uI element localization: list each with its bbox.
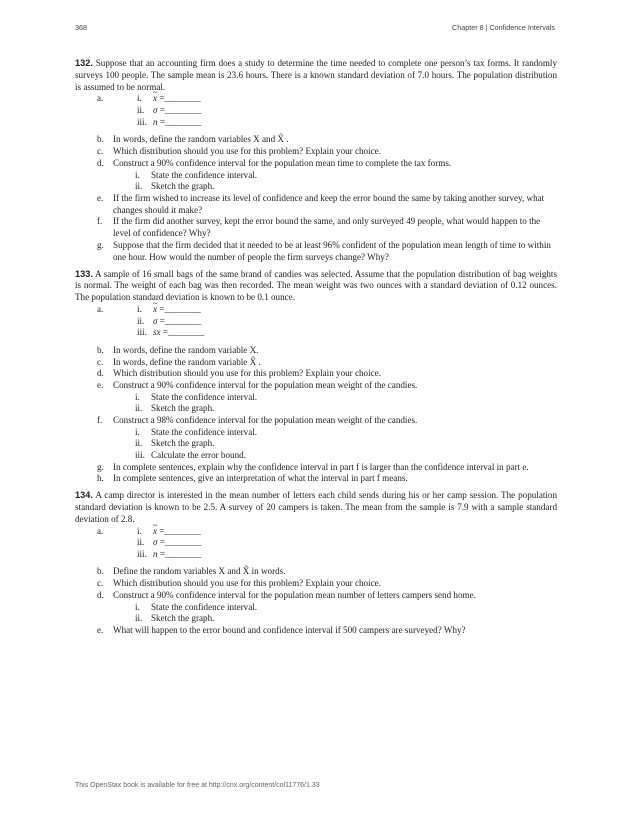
part-text: Which distribution should you use for this problem? Explain your choice. [113, 368, 381, 379]
part-text: In words, define the random variable X̃ . [113, 356, 261, 367]
subitem-label: iii. [137, 327, 147, 338]
part-label: b. [97, 344, 104, 355]
problem-134 [75, 490, 557, 637]
answer-blank: =________ [159, 537, 202, 548]
symbol: σ [153, 537, 158, 548]
subitem [75, 316, 557, 328]
subitem-row [113, 427, 557, 439]
problem-statement [75, 58, 557, 93]
part-text: In words, define the random variable X. [113, 344, 259, 355]
subitem-row [113, 450, 557, 462]
part-c [75, 146, 557, 158]
part-text: Define the random variables X and X̃ in words. [113, 566, 286, 577]
subitem-label: iii. [137, 548, 147, 559]
part-d [75, 158, 557, 170]
subitem [75, 304, 557, 316]
part-h [75, 473, 557, 485]
answer-blank: =________ [159, 93, 201, 104]
problem-133 [75, 269, 557, 486]
part-label: d. [97, 157, 104, 168]
part-b [75, 134, 557, 146]
part-label: a. [97, 525, 104, 536]
part-a-subitems [75, 526, 557, 561]
answer-blank: =________ [162, 327, 205, 338]
problem-text: Suppose that an accounting firm does a study to determine the time needed to complete one person’s tax forms. It randomly surveys 100 people. The sample mean is 23.6 hours. There is a known standard deviation of 7.0 hours. The population distribution is assumed to be normal. [75, 58, 557, 92]
subitem [75, 170, 557, 182]
part-b [75, 566, 557, 578]
subitem-label: ii. [135, 403, 143, 414]
part-f [75, 415, 557, 427]
symbol: ~ x [153, 526, 157, 538]
subitem-text: Calculate the error bound. [151, 450, 246, 461]
subitem [75, 403, 557, 415]
part-label: d. [97, 368, 104, 379]
answer-blank: =________ [159, 525, 201, 536]
part-label: e. [97, 380, 104, 391]
part-text: Construct a 98% confidence interval for the population mean weight of the candies. [113, 415, 418, 426]
page-number: 368 [75, 23, 87, 32]
part-e [75, 193, 557, 217]
subitem-text: State the confidence interval. [151, 169, 258, 180]
answer-blank: =________ [159, 104, 202, 115]
symbol: σ [153, 315, 158, 326]
answer-blank: =________ [159, 116, 202, 127]
subitem-text: State the confidence interval. [151, 601, 258, 612]
footer-note: This OpenStax book is available for free at http://cnx.org/content/col11776/1.33 [75, 782, 320, 789]
subitem [75, 537, 557, 549]
subitem-row [113, 392, 557, 404]
subitem [75, 93, 557, 105]
part-label: b. [97, 566, 104, 577]
part-label: h. [97, 473, 104, 484]
subitem [75, 117, 557, 129]
subitem-label: i. [137, 525, 142, 536]
subitem-row [113, 403, 557, 415]
part-label: g. [97, 239, 104, 250]
subitem [75, 450, 557, 462]
subitem-label: iii. [137, 116, 147, 127]
part-label: e. [97, 192, 104, 203]
subitem-row [113, 181, 557, 193]
subitem-label: i. [135, 426, 140, 437]
part-text: What will happen to the error bound and confidence interval if 500 campers are surveyed? Why? [113, 625, 466, 635]
answer-blank: =________ [159, 303, 201, 314]
problem-statement [75, 490, 557, 525]
problems-content [75, 58, 557, 642]
problem-number: 134. [75, 490, 93, 501]
subitem [75, 392, 557, 404]
symbol: sx [153, 327, 161, 338]
part-text: Which distribution should you use for this problem? Explain your choice. [113, 145, 381, 156]
subitem [75, 327, 557, 339]
problem-number: 133. [75, 268, 93, 279]
symbol: ~ x [153, 93, 157, 105]
subitem-label: ii. [137, 537, 145, 548]
subitem [75, 181, 557, 193]
problem-text: A sample of 16 small bags of the same brand of candies was selected. Assume that the population distribution of bag weights is normal. The weight of each bag was then recorded. The mean weight was two ounces with a standard deviation of 0.12 ounces. The population standard deviation is known to be 0.1 ounce. [75, 268, 557, 303]
part-text: Suppose that the firm decided that it needed to be at least 96% confident of the population mean length of time to within one hour. How would the number of people the firm surveys change? Why? [113, 239, 551, 262]
subitem-text: State the confidence interval. [151, 391, 258, 402]
problem-number: 132. [75, 58, 93, 68]
subitem-label: ii. [137, 315, 145, 326]
part-label: c. [97, 145, 104, 156]
subitem-label: ii. [135, 181, 143, 192]
part-d [75, 368, 557, 380]
chapter-header: Chapter 8 | Confidence Intervals [452, 23, 555, 32]
part-label: d. [97, 590, 104, 601]
subitem-label: iii. [135, 450, 145, 461]
subitem [75, 549, 557, 561]
problem-statement [75, 269, 557, 304]
subitem-label: i. [135, 601, 140, 612]
subitem [75, 105, 557, 117]
part-label: f. [97, 415, 103, 426]
subitem-row [113, 170, 557, 182]
answer-blank: =________ [159, 315, 202, 326]
part-label: c. [97, 578, 104, 589]
part-text: Construct a 90% confidence interval for the population mean weight of the candies. [113, 380, 418, 391]
part-text: If the firm wished to increase its level of confidence and keep the error bound the same by taking another survey, what changes should it make? [113, 192, 545, 215]
part-text: In complete sentences, explain why the confidence interval in part f is larger than the confidence interval in part e. [113, 461, 529, 472]
subitem-row [113, 438, 557, 450]
part-text: In words, define the random variables X and X̃ . [113, 134, 289, 145]
part-label: e. [97, 625, 104, 635]
symbol: n [153, 548, 158, 559]
part-g [75, 240, 557, 264]
part-g [75, 462, 557, 474]
subitem-text: Sketch the graph. [151, 613, 215, 624]
symbol: ~ x [153, 304, 157, 316]
part-a-subitems [75, 93, 557, 128]
problem-text: A camp director is interested in the mean number of letters each child sends during his or her camp session. The population standard deviation is known to be 2.5. A survey of 20 campers is taken. The mean from the sample is 7.9 with a sample standard deviation of 2.8. [75, 490, 557, 524]
part-c [75, 578, 557, 590]
part-f [75, 216, 557, 240]
subitem-label: ii. [135, 438, 143, 449]
symbol: n [153, 116, 158, 127]
subitem-text: Sketch the graph. [151, 438, 215, 449]
subitem-text: Sketch the graph. [151, 403, 215, 414]
part-label: c. [97, 356, 104, 367]
subitem-label: i. [135, 391, 140, 402]
part-a-subitems [75, 304, 557, 339]
part-b [75, 345, 557, 357]
subitem [75, 438, 557, 450]
answer-blank: =________ [159, 548, 202, 559]
subitem [75, 602, 557, 614]
part-text: If the firm did another survey, kept the error bound the same, and only surveyed 49 people, what would happen to the level of confidence? Why? [113, 216, 541, 239]
subitem-text: State the confidence interval. [151, 426, 258, 437]
subitem-label: i. [137, 303, 142, 314]
part-text: In complete sentences, give an interpretation of what the interval in part f means. [113, 473, 408, 484]
subitem-label: ii. [137, 104, 145, 115]
subitem [75, 526, 557, 538]
part-label: a. [97, 93, 104, 104]
part-text: Construct a 90% confidence interval for the population mean number of letters campers send home. [113, 590, 476, 601]
part-text: Which distribution should you use for this problem? Explain your choice. [113, 578, 381, 589]
part-label: g. [97, 461, 104, 472]
subitem-label: i. [135, 169, 140, 180]
part-e [75, 380, 557, 392]
part-text: Construct a 90% confidence interval for the population mean time to complete the tax forms. [113, 157, 452, 168]
problem-132 [75, 58, 557, 264]
symbol: σ [153, 104, 158, 115]
subitem-row [113, 602, 557, 614]
part-d [75, 590, 557, 602]
part-c [75, 357, 557, 369]
part-e [75, 625, 557, 637]
subitem [75, 427, 557, 439]
subitem-row [113, 613, 557, 625]
subitem-text: Sketch the graph. [151, 181, 215, 192]
part-label: f. [97, 216, 103, 227]
part-label: a. [97, 303, 104, 314]
subitem-label: i. [137, 93, 142, 104]
part-label: b. [97, 134, 104, 145]
subitem-label: ii. [135, 613, 143, 624]
subitem [75, 613, 557, 625]
